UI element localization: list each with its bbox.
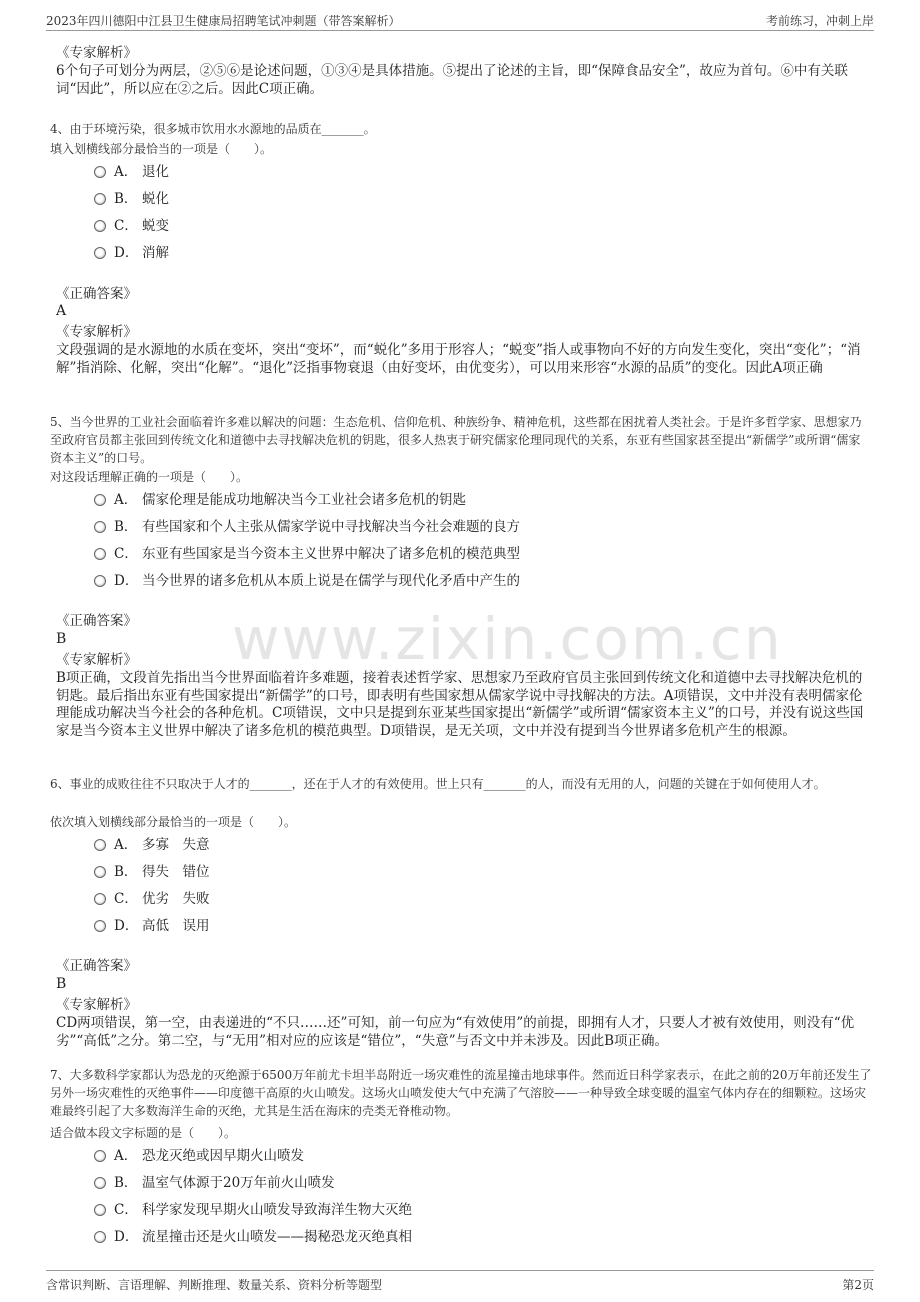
radio-icon[interactable]	[94, 920, 106, 932]
q5-option-d[interactable]: D． 当今世界的诸多危机从本质上说是在儒学与现代化矛盾中产生的	[94, 571, 520, 591]
header-title: 2023年四川德阳中江县卫生健康局招聘笔试冲刺题（带答案解析）	[46, 14, 401, 28]
q3-expert-label: 《专家解析》	[56, 45, 137, 61]
q5-expert-label: 《专家解析》	[56, 652, 137, 668]
radio-icon[interactable]	[94, 1150, 106, 1162]
q7-option-c[interactable]: C． 科学家发现早期火山喷发导致海洋生物大灭绝	[94, 1200, 412, 1220]
q6-option-b[interactable]: B． 得失 错位	[94, 862, 210, 882]
q5-answer-label: 《正确答案》	[56, 613, 137, 629]
q6-answer-label: 《正确答案》	[56, 958, 137, 974]
q6-stem: 6、事业的成败往往不只取决于人才的_______，还在于人才的有效使用。世上只有_______的人，而没有无用的人，问题的关键在于如何使用人才。	[50, 777, 826, 791]
q6-expert-label: 《专家解析》	[56, 997, 137, 1013]
q4-option-d[interactable]: D． 消解	[94, 243, 169, 263]
q7-option-b[interactable]: B． 温室气体源于20万年前火山喷发	[94, 1173, 335, 1193]
radio-icon[interactable]	[94, 193, 106, 205]
q5-option-b[interactable]: B． 有些国家和个人主张从儒家学说中寻找解决当今社会难题的良方	[94, 517, 520, 537]
page-number: 第2页	[842, 1278, 874, 1292]
q7-option-a[interactable]: A． 恐龙灭绝或因早期火山喷发	[94, 1146, 304, 1166]
q6-answer: B	[56, 976, 67, 992]
q5-option-c[interactable]: C． 东亚有些国家是当今资本主义世界中解决了诸多危机的模范典型	[94, 544, 520, 564]
radio-icon[interactable]	[94, 575, 106, 587]
q4-answer: A	[56, 303, 67, 319]
q7-prompt: 适合做本段文字标题的是（ ）。	[50, 1126, 237, 1140]
radio-icon[interactable]	[94, 220, 106, 232]
q4-option-b[interactable]: B． 蜕化	[94, 189, 169, 209]
q6-analysis: CD两项错误，第一空，由表递进的“不只……还”可知，前一句应为“有效使用”的前提，即拥有人才，只要人才被有效使用，则没有“优劣”“高低”之分。第二空，与“无用”相对应的应该是“错位”，“失意”与否文中并未涉及。因此B项正确。	[56, 1015, 855, 1049]
q5-option-a[interactable]: A． 儒家伦理是能成功地解决当今工业社会诸多危机的钥匙	[94, 490, 466, 510]
q4-answer-label: 《正确答案》	[56, 286, 137, 302]
radio-icon[interactable]	[94, 839, 106, 851]
radio-icon[interactable]	[94, 1204, 106, 1216]
radio-icon[interactable]	[94, 548, 106, 560]
q7-option-d[interactable]: D． 流星撞击还是火山喷发——揭秘恐龙灭绝真相	[94, 1227, 412, 1247]
page-footer	[46, 1270, 874, 1293]
radio-icon[interactable]	[94, 1177, 106, 1189]
q4-analysis: 文段强调的是水源地的水质在变坏，突出“变坏”，而“蜕化”多用于形容人；“蜕变”指人或事物向不好的方向发生变化，突出“变化”；“消解”指消除、化解，突出“化解”。“退化”泛指事物衰退（由好变坏，由优变劣），可以用来形容“水源的品质”的变化。因此A项正确	[56, 342, 861, 376]
q4-expert-label: 《专家解析》	[56, 324, 137, 340]
radio-icon[interactable]	[94, 866, 106, 878]
q4-stem: 4、由于环境污染，很多城市饮用水水源地的品质在_______。	[50, 122, 376, 136]
radio-icon[interactable]	[94, 247, 106, 259]
q4-option-c[interactable]: C． 蜕变	[94, 216, 169, 236]
q4-prompt: 填入划横线部分最恰当的一项是（ ）。	[50, 142, 273, 156]
q6-option-a[interactable]: A． 多寡 失意	[94, 835, 210, 855]
radio-icon[interactable]	[94, 893, 106, 905]
q5-analysis: B项正确，文段首先指出当今世界面临着许多难题，接着表述哲学家、思想家乃至政府官员主张回到传统文化和道德中去寻找解决危机的钥匙。最后指出东亚有些国家提出“新儒学”的口号，即表明有些国家想从儒家学说中寻找解决的方法。A项错误，文中并没有表明儒家伦理能成功解决当今社会的各种危机。C项错误，文中只是提到东亚某些国家提出“新儒学”或所谓“儒家资本主义”的口号，并没有说这些国家是当今资本主义世界中解决了诸多危机的模范典型。D项错误，是无关项，文中并没有提到当今世界诸多危机产生的根源。	[56, 670, 864, 739]
q5-prompt: 对这段话理解正确的一项是（ ）。	[50, 470, 249, 484]
q7-stem: 7、大多数科学家都认为恐龙的灭绝源于6500万年前尤卡坦半岛附近一场灾难性的流星撞击地球事件。然而近日科学家表示，在此之前的20万年前还发生了另外一场灾难性的灭绝事件——印度德干高原的火山喷发。这场火山喷发使大气中充满了气溶胶——一种导致全球变暖的温室气体内存在的细颗粒。这场灾难最终引起了大多数海洋生命的灭绝，尤其是生活在海床的壳类无脊椎动物。	[50, 1068, 872, 1118]
header-slogan: 考前练习，冲刺上岸	[765, 14, 874, 28]
radio-icon[interactable]	[94, 521, 106, 533]
q6-option-d[interactable]: D． 高低 误用	[94, 916, 210, 936]
footer-note: 含常识判断、言语理解、判断推理、数量关系、资料分析等题型	[46, 1278, 383, 1292]
radio-icon[interactable]	[94, 166, 106, 178]
radio-icon[interactable]	[94, 1231, 106, 1243]
q5-answer: B	[56, 631, 67, 647]
q3-analysis: 6个句子可划分为两层，②⑤⑥是论述问题，①③④是具体措施。⑤提出了论述的主旨，即“保障食品安全”，故应为首句。⑥中有关联词“因此”，所以应在②之后。因此C项正确。	[56, 63, 848, 97]
q6-prompt: 依次填入划横线部分最恰当的一项是（ ）。	[50, 815, 297, 829]
q5-stem: 5、当今世界的工业社会面临着许多难以解决的问题：生态危机、信仰危机、种族纷争、精神危机，这些都在困扰着人类社会。于是许多哲学家、思想家乃至政府官员都主张回到传统文化和道德中去寻找解决危机的钥匙，很多人热衷于研究儒家伦理同现代的关系，东亚有些国家甚至提出“新儒学”或所谓“儒家资本主义”的口号。	[50, 415, 862, 465]
q6-option-c[interactable]: C． 优劣 失败	[94, 889, 210, 909]
page-header	[46, 8, 874, 31]
watermark: www.zixin.com.cn	[232, 605, 783, 673]
q4-option-a[interactable]: A． 退化	[94, 162, 169, 182]
radio-icon[interactable]	[94, 494, 106, 506]
